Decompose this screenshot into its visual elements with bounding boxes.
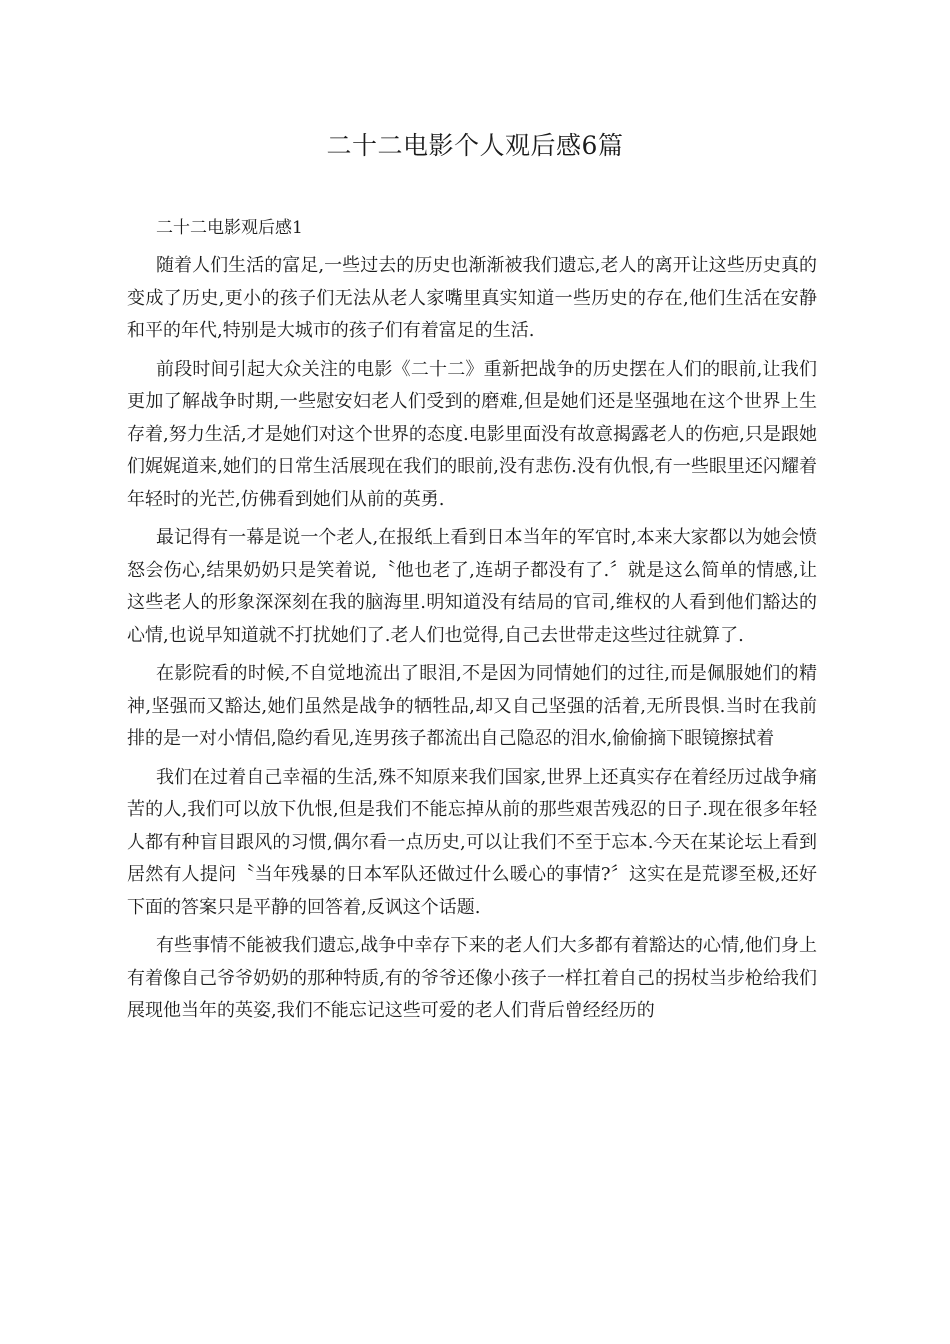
article-body bbox=[127, 250, 817, 1034]
section-heading: 二十二电影观后感1 bbox=[156, 218, 303, 238]
document-title: 二十二电影个人观后感6篇 bbox=[326, 131, 624, 160]
paragraph-4: 在影院看的时候,不自觉地流出了眼泪,不是因为同情她们的过往,而是佩服她们的精神,坚强而又豁达,她们虽然是战争的牺牲品,却又自己坚强的活着,无所畏惧.当时在我前排的是一对小情侣,隐约看见,连男孩子都流出自己隐忍的泪水,偷偷摘下眼镜擦拭着 bbox=[127, 663, 817, 749]
paragraph-3: 最记得有一幕是说一个老人,在报纸上看到日本当年的军官时,本来大家都以为她会愤怒会伤心,结果奶奶只是笑着说,〝他也老了,连胡子都没有了.〞就是这么简单的情感,让这些老人的形象深深刻在我的脑海里.明知道没有结局的官司,维权的人看到他们豁达的心情,也说早知道就不打扰她们了.老人们也觉得,自己去世带走这些过往就算了. bbox=[127, 527, 817, 646]
paragraph-1: 随着人们生活的富足,一些过去的历史也渐渐被我们遗忘,老人的离开让这些历史真的变成了历史,更小的孩子们无法从老人家嘴里真实知道一些历史的存在,他们生活在安静和平的年代,特别是大城市的孩子们有着富足的生活. bbox=[127, 255, 817, 341]
paragraph-5: 我们在过着自己幸福的生活,殊不知原来我们国家,世界上还真实存在着经历过战争痛苦的人,我们可以放下仇恨,但是我们不能忘掉从前的那些艰苦残忍的日子.现在很多年轻人都有种盲目跟风的习惯,偶尔看一点历史,可以让我们不至于忘本.今天在某论坛上看到居然有人提问〝当年残暴的日本军队还做过什么暖心的事情?〞这实在是荒谬至极,还好下面的答案只是平静的回答着,反讽这个话题. bbox=[127, 766, 817, 918]
paragraph-6: 有些事情不能被我们遗忘,战争中幸存下来的老人们大多都有着豁达的心情,他们身上有着像自己爷爷奶奶的那种特质,有的爷爷还像小孩子一样扛着自己的拐杖当步枪给我们展现他当年的英姿,我们不能忘记这些可爱的老人们背后曾经经历的 bbox=[127, 935, 817, 1021]
paragraph-2: 前段时间引起大众关注的电影《二十二》重新把战争的历史摆在人们的眼前,让我们更加了解战争时期,一些慰安妇老人们受到的磨难,但是她们还是坚强地在这个世界上生存着,努力生活,才是她们对这个世界的态度.电影里面没有故意揭露老人的伤疤,只是跟她们娓娓道来,她们的日常生活展现在我们的眼前,没有悲伤.没有仇恨,有一些眼里还闪耀着年轻时的光芒,仿佛看到她们从前的英勇. bbox=[127, 358, 817, 510]
